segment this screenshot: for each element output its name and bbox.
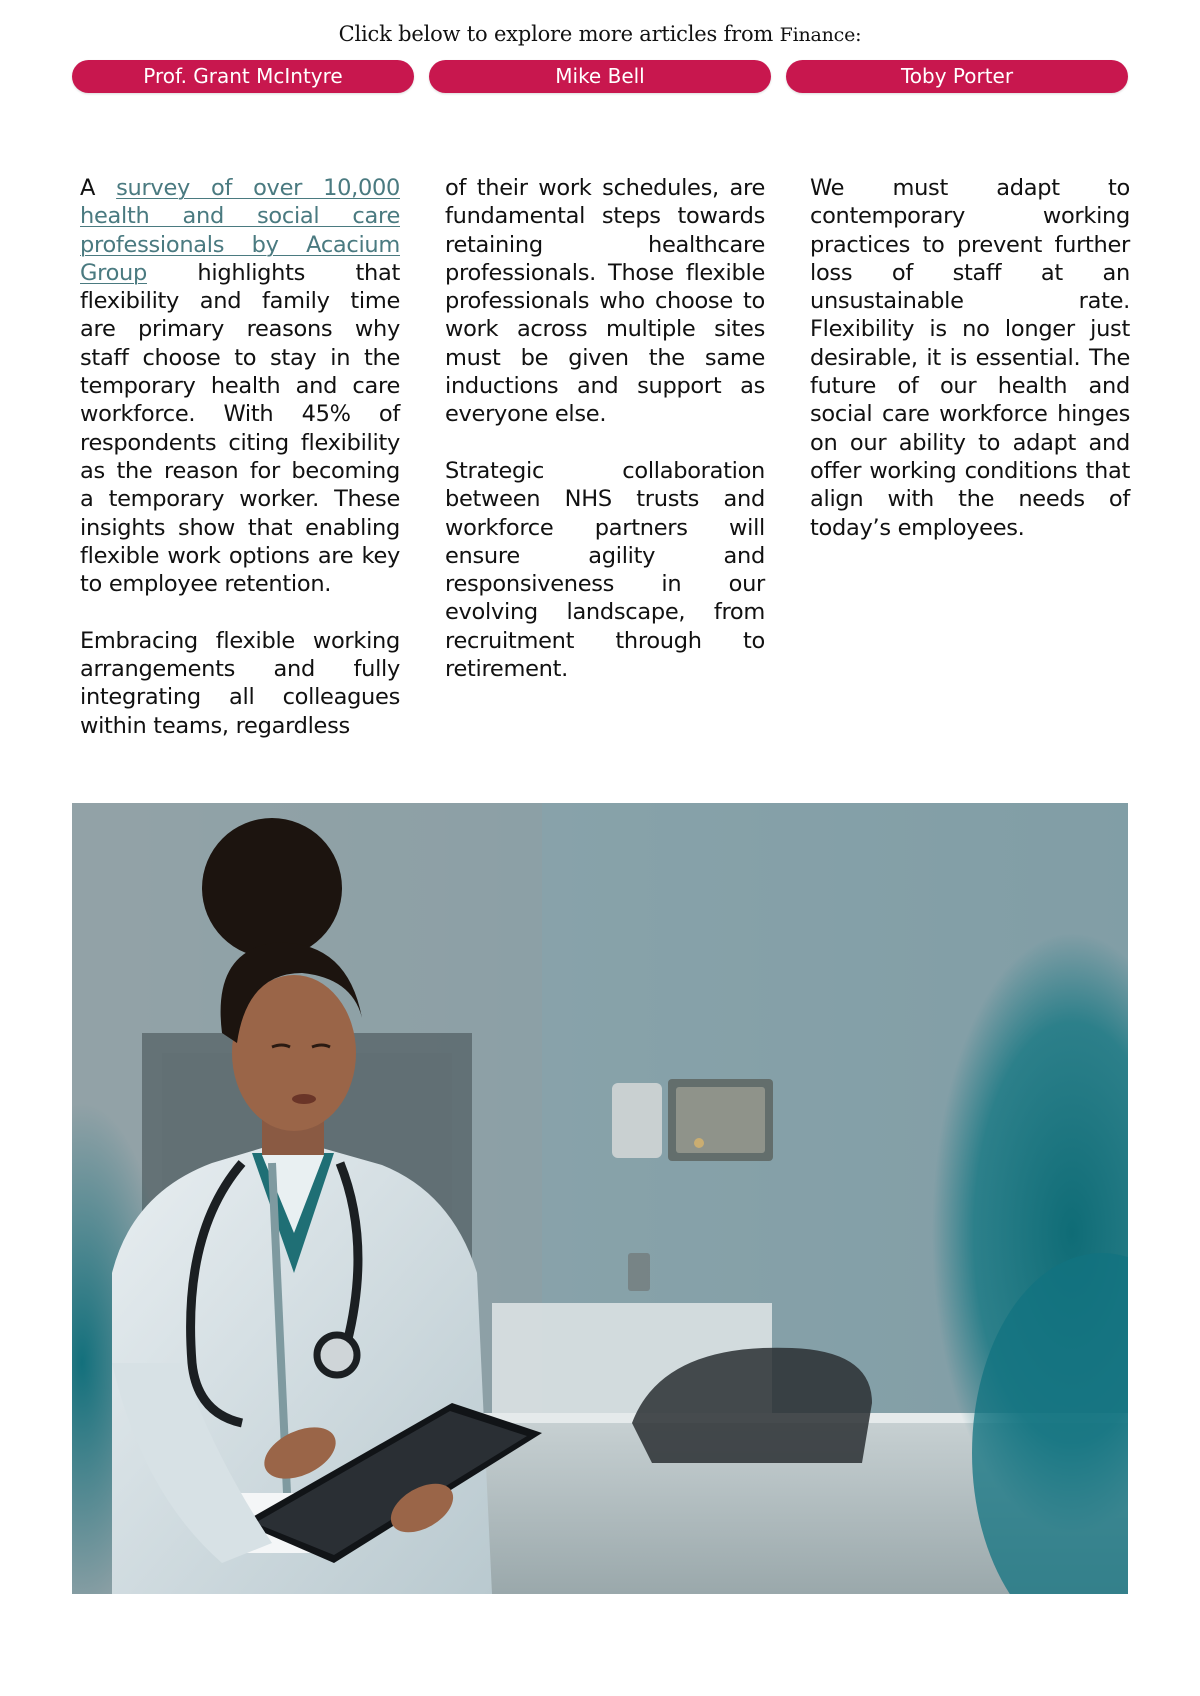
hero-illustration <box>72 803 1128 1594</box>
paragraph: We must adapt to contemporary working practices to prevent further loss of staff at an unsustainable rate. Flexibility is no longer just desirable, it is essential. The future of our health and social care workforce hinges on our ability to adapt and offer working conditions that align with the needs of today’s employees. <box>810 175 1130 541</box>
explore-heading <box>0 22 1200 46</box>
paragraph: Embracing flexible working arrangements and fully integrating all colleagues within teams, regardless <box>80 627 400 739</box>
article-column-2 <box>445 174 765 768</box>
explore-section-name: Finance: <box>779 24 862 46</box>
author-button-mike-bell[interactable]: Mike Bell <box>429 60 771 93</box>
hero-image-doctor-with-tablet <box>72 803 1128 1594</box>
paragraph: Strategic collaboration between NHS trusts and workforce partners will ensure agility and responsiveness in our evolving landscape, from recruitment through to retirement. <box>445 457 765 683</box>
author-links <box>72 60 1128 93</box>
survey-link[interactable]: survey of over 10,000 health and social care professionals by Acacium Group <box>80 175 400 286</box>
explore-heading-text: Click below to explore more articles from <box>338 22 780 46</box>
paragraph <box>80 174 400 598</box>
author-button-toby-porter[interactable]: Toby Porter <box>786 60 1128 93</box>
article-column-3 <box>810 174 1130 768</box>
article-body <box>80 174 1130 768</box>
paragraph: of their work schedules, are fundamental steps towards retaining healthcare professionals. Those flexible professionals who choose to work across multiple sites must be given the same inductions and support as everyone else. <box>445 175 765 428</box>
paragraph-text: A <box>80 175 117 201</box>
paragraph-text: highlights that flexibility and family time are primary reasons why staff choose to stay in the temporary health and care workforce. With 45% of respondents citing flexibility as the reason for becoming a temporary worker. These insights show that enabling flexible work options are key to employee retention. <box>80 259 400 598</box>
author-button-grant-mcintyre[interactable]: Prof. Grant McIntyre <box>72 60 414 93</box>
article-column-1 <box>80 174 400 768</box>
